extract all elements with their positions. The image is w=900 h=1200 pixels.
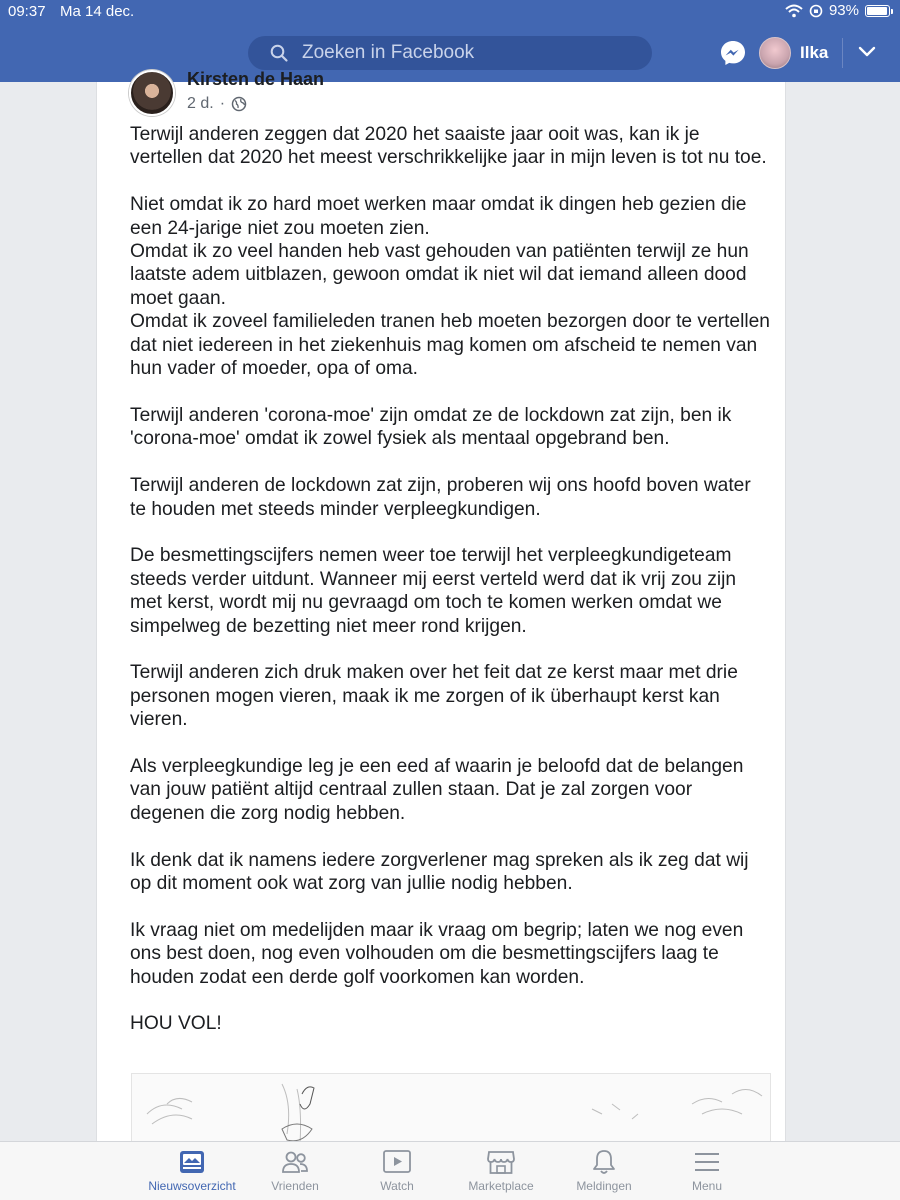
- battery-icon: [865, 5, 890, 17]
- tab-notifications[interactable]: [554, 1148, 654, 1193]
- tab-label: Meldingen: [576, 1179, 632, 1193]
- user-name[interactable]: Ilka: [800, 43, 829, 62]
- messenger-icon[interactable]: [719, 39, 747, 67]
- post-time[interactable]: 2 d.: [187, 95, 214, 112]
- watch-icon: [382, 1148, 412, 1176]
- post-meta: [187, 95, 247, 113]
- search-icon: [270, 44, 288, 62]
- user-avatar[interactable]: [759, 37, 791, 69]
- tab-friends[interactable]: [245, 1148, 345, 1193]
- tab-label: Vrienden: [271, 1179, 319, 1193]
- tab-label: Menu: [691, 1179, 723, 1193]
- post-text: Terwijl anderen zeggen dat 2020 het saaiste jaar ooit was, kan ik je vertellen dat 2020 het meest verschrikkelijke jaar in mijn leven is tot nu toe. Niet omdat ik zo hard moet werken maar omdat ik dingen heb gezien die een 24-jarige niet zou moeten zien. Omdat ik zo veel handen heb vast gehouden van patiënten terwijl ze hun laatste adem uitblazen, gewoon omdat ik niet wil dat iemand alleen dood moet gaan. Omdat ik zoveel familieleden tranen heb moeten bezorgen door te vertellen dat niet iedereen in het ziekenhuis mag komen om afscheid te nemen van hun vader of moeder, opa of oma. Terwijl anderen 'corona-moe' zijn omdat ze de lockdown zat zijn, ben ik 'corona-moe' omdat ik zowel fysiek als mentaal opgebrand ben. Terwijl anderen de lockdown zat zijn, proberen wij ons hoofd boven water te houden met steeds minder verpleegkundigen. De besmettingscijfers nemen weer toe terwijl het verpleegkundigeteam steeds verder uitdunt. Wanneer mij eerst verteld werd dat ik vrij zou zijn met kerst, wordt mij nu gevraagd om toch te komen werken omdat we simpelweg de bezetting niet meer rond krijgen. Terwijl anderen zich druk maken over het feit dat ze kerst maar met drie personen mogen vieren, maak ik me zorgen of ik überhaupt kerst kan vieren. Als verpleegkundige leg je een eed af waarin je beloofd dat de belangen van jouw patiënt altijd centraal zullen staan. Dat je zal zorgen voor degenen die zorg nodig hebben. Ik denk dat ik namens iedere zorgverlener mag spreken als ik zeg dat wij op dit moment ook wat zorg van jullie nodig hebben. Ik vraag niet om medelijden maar ik vraag om begrip; laten we nog even ons best doen, nog even volhouden om die besmettingscijfers laag te houden zodat een derde golf voorkomen kan worden. HOU VOL!: [130, 124, 770, 1035]
- top-bar: [0, 0, 900, 82]
- right-gutter: [806, 82, 900, 1144]
- battery-level: [867, 7, 887, 15]
- status-date: Ma 14 dec.: [60, 3, 135, 20]
- tab-news-feed[interactable]: [142, 1148, 242, 1193]
- tab-marketplace[interactable]: [451, 1148, 551, 1193]
- status-time: 09:37: [8, 3, 46, 20]
- tab-menu[interactable]: [657, 1148, 757, 1193]
- tab-label: Watch: [380, 1179, 414, 1193]
- search-input[interactable]: [302, 42, 632, 64]
- tab-label: Marketplace: [468, 1179, 534, 1193]
- news-feed-icon: [177, 1148, 207, 1176]
- tab-label: Nieuwsoverzicht: [148, 1179, 236, 1193]
- wifi-icon: [785, 4, 803, 18]
- bottom-tab-bar: [0, 1141, 900, 1200]
- battery-percentage: 93%: [828, 2, 859, 19]
- bell-icon: [589, 1148, 619, 1176]
- globe-icon: [231, 96, 247, 112]
- header-divider: [842, 38, 843, 68]
- menu-icon: [692, 1148, 722, 1176]
- author-name[interactable]: Kirsten de Haan: [187, 69, 325, 89]
- status-indicators: [785, 2, 890, 19]
- post-card: [96, 69, 786, 1144]
- author-avatar[interactable]: [129, 70, 175, 116]
- chevron-down-icon[interactable]: [858, 45, 876, 59]
- tab-watch[interactable]: [347, 1148, 447, 1193]
- marketplace-icon: [486, 1148, 516, 1176]
- meta-separator: ·: [219, 95, 226, 112]
- orientation-lock-icon: [809, 4, 823, 18]
- search-bar[interactable]: [248, 36, 652, 70]
- friends-icon: [280, 1148, 310, 1176]
